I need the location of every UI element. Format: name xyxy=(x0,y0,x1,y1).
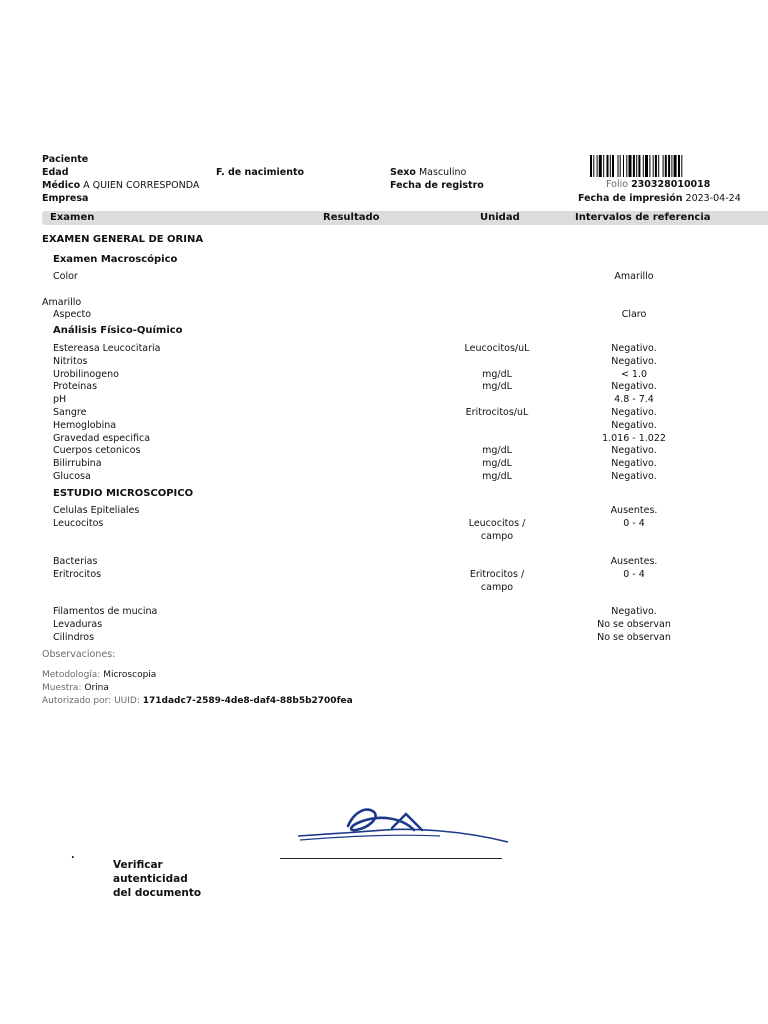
row-unit-line-2: campo xyxy=(480,582,514,593)
barcode-bar xyxy=(612,155,614,177)
row-ref: Negativo. xyxy=(611,381,657,393)
row-name: Urobilinogeno xyxy=(53,368,119,380)
table-row xyxy=(53,556,673,569)
barcode-bar xyxy=(626,155,627,177)
verificar-line-2: autenticidad xyxy=(113,873,188,885)
row-ref: 0 - 4 xyxy=(623,518,645,529)
barcode-bar xyxy=(610,155,611,177)
row-name: Celulas Epiteliales xyxy=(53,505,140,516)
row-ref: Ausentes. xyxy=(610,556,658,567)
row-name: Leucocitos xyxy=(53,518,104,529)
barcode-bar xyxy=(649,155,650,177)
row-name: pH xyxy=(53,394,67,406)
barcode-bar xyxy=(607,155,609,177)
verificar-line-1: Verificar xyxy=(113,859,163,871)
impresion-field xyxy=(578,193,741,204)
table-row xyxy=(53,271,673,284)
folio-field xyxy=(606,179,710,190)
table-row xyxy=(53,569,673,593)
exam-title: EXAMEN GENERAL DE ORINA xyxy=(42,234,204,245)
row-name: Eritrocitos xyxy=(53,569,102,580)
medico-label: Médico xyxy=(42,180,81,191)
muestra-label: Muestra: xyxy=(42,683,82,693)
row-ref: Negativo. xyxy=(611,471,657,482)
row-unit: mg/dL xyxy=(482,471,512,482)
col-intervalos: Intervalos de referencia xyxy=(575,212,711,223)
barcode-bar xyxy=(668,155,670,177)
table-row xyxy=(53,445,673,458)
row-name: Nitritos xyxy=(53,355,88,367)
table-row xyxy=(53,505,673,518)
impresion-label: Fecha de impresión xyxy=(578,193,683,204)
row-ref: 0 - 4 xyxy=(623,569,645,580)
table-row xyxy=(53,309,673,322)
table-row xyxy=(53,518,673,542)
barcode-image xyxy=(590,155,722,177)
barcode-bar xyxy=(674,155,677,177)
table-row xyxy=(53,433,673,446)
row-unit: Eritrocitos / xyxy=(469,569,525,580)
row-ref: Negativo. xyxy=(611,419,657,431)
sexo-label: Sexo xyxy=(390,167,416,178)
row-name: Cilindros xyxy=(53,632,95,643)
row-ref: Negativo. xyxy=(611,355,657,367)
barcode-bar xyxy=(633,155,635,177)
row-name: Sangre xyxy=(53,407,87,418)
row-ref: Amarillo xyxy=(614,271,654,282)
row-unit: mg/dL xyxy=(482,458,512,470)
col-resultado: Resultado xyxy=(323,212,380,223)
row-ref: Claro xyxy=(621,309,647,320)
row-name: Bacterias xyxy=(53,556,98,567)
barcode-bar xyxy=(618,155,619,177)
row-name: Proteinas xyxy=(53,381,98,393)
edad-label: Edad xyxy=(42,167,69,178)
barcode-bar xyxy=(620,155,621,177)
row-name: Aspecto xyxy=(53,309,92,320)
barcode-bar xyxy=(636,155,637,177)
impresion-value: 2023-04-24 xyxy=(685,193,741,204)
barcode-bar xyxy=(655,155,657,177)
table-row xyxy=(53,407,673,420)
barcode-bar xyxy=(597,155,598,177)
row-unit: Eritrocitos/uL xyxy=(465,407,529,418)
barcode-bar xyxy=(665,155,667,177)
barcode-bar xyxy=(678,155,680,177)
table-row xyxy=(53,471,673,484)
verificar-line-3: del documento xyxy=(113,887,202,899)
table-row xyxy=(53,369,673,382)
barcode-bar xyxy=(658,155,659,177)
medico-field xyxy=(42,180,199,191)
signature-line xyxy=(280,858,502,859)
table-row xyxy=(53,458,673,471)
barcode-bar xyxy=(663,155,664,177)
sexo-field xyxy=(390,167,466,178)
row-ref: 4.8 - 7.4 xyxy=(614,394,654,406)
row-unit: mg/dL xyxy=(482,445,512,457)
barcode-bar xyxy=(599,155,602,177)
metodologia-label: Metodología: xyxy=(42,670,101,680)
section-fisico-quimico: Análisis Físico-Químico xyxy=(53,325,183,336)
table-row xyxy=(53,394,673,407)
autorizado-label: Autorizado por: UUID: xyxy=(42,696,140,706)
metodologia-field xyxy=(42,670,156,680)
empresa-label: Empresa xyxy=(42,193,89,204)
observaciones-label: Observaciones: xyxy=(42,649,116,660)
barcode-bar xyxy=(590,155,592,177)
row-ref: No se observan xyxy=(597,632,671,643)
row-name: Bilirrubina xyxy=(53,458,102,470)
table-row xyxy=(53,356,673,369)
folio-value: 230328010018 xyxy=(631,179,711,190)
table-row xyxy=(53,632,673,645)
table-row xyxy=(53,343,673,356)
row-name: Levaduras xyxy=(53,619,103,630)
row-name: Color xyxy=(53,271,78,282)
row-ref: Negativo. xyxy=(611,407,657,418)
row-unit: Leucocitos/uL xyxy=(464,343,530,354)
metodologia-value: Microscopia xyxy=(103,670,157,680)
sexo-value: Masculino xyxy=(418,167,467,178)
row-unit: Leucocitos / xyxy=(468,518,526,529)
section-macroscopico: Examen Macroscópico xyxy=(53,254,178,265)
row-ref: Negativo. xyxy=(611,343,657,354)
bullet-dot: . xyxy=(71,850,75,861)
barcode-bar xyxy=(671,155,672,177)
barcode-bar xyxy=(593,155,594,177)
uuid-value: 171dadc7-2589-4de8-daf4-88b5b2700fea xyxy=(142,696,353,706)
color-result: Amarillo xyxy=(42,297,82,308)
verificar-link[interactable] xyxy=(113,858,201,900)
table-row xyxy=(53,420,673,433)
signature-image xyxy=(290,800,520,860)
barcode-bar xyxy=(629,155,632,177)
barcode-bar xyxy=(653,155,654,177)
row-unit: mg/dL xyxy=(482,368,512,380)
section-microscopico: ESTUDIO MICROSCOPICO xyxy=(53,488,194,499)
col-examen: Examen xyxy=(50,212,95,223)
muestra-field xyxy=(42,683,109,693)
row-unit: mg/dL xyxy=(482,381,512,393)
row-ref: No se observan xyxy=(597,619,671,630)
barcode-bar xyxy=(638,155,640,177)
row-ref: Ausentes. xyxy=(610,505,658,516)
barcode-bar xyxy=(643,155,644,177)
row-ref: Negativo. xyxy=(611,458,657,470)
row-name: Estereasa Leucocitaria xyxy=(53,343,161,354)
table-row xyxy=(53,606,673,619)
row-ref: < 1.0 xyxy=(620,368,648,380)
table-row xyxy=(53,381,673,394)
row-ref: Negativo. xyxy=(611,606,657,617)
medico-value: A QUIEN CORRESPONDA xyxy=(83,180,200,191)
nacimiento-label: F. de nacimiento xyxy=(216,167,305,178)
registro-label: Fecha de registro xyxy=(390,180,484,191)
row-name: Gravedad especifica xyxy=(53,432,151,444)
row-name: Hemoglobina xyxy=(53,419,117,431)
table-row xyxy=(53,619,673,632)
barcode-bar xyxy=(681,155,682,177)
paciente-label: Paciente xyxy=(42,154,89,165)
row-ref: 1.016 - 1.022 xyxy=(602,432,666,444)
row-unit-line-2: campo xyxy=(480,531,514,542)
barcode-bar xyxy=(623,155,624,177)
muestra-value: Orina xyxy=(84,683,109,693)
barcode-bar xyxy=(603,155,604,177)
row-name: Cuerpos cetonicos xyxy=(53,445,141,457)
barcode-bar xyxy=(645,155,648,177)
row-name: Filamentos de mucina xyxy=(53,606,158,617)
folio-label: Folio xyxy=(606,179,629,190)
col-unidad: Unidad xyxy=(480,212,520,223)
row-ref: Negativo. xyxy=(611,445,657,457)
row-name: Glucosa xyxy=(53,471,91,482)
autorizado-field xyxy=(42,696,353,706)
